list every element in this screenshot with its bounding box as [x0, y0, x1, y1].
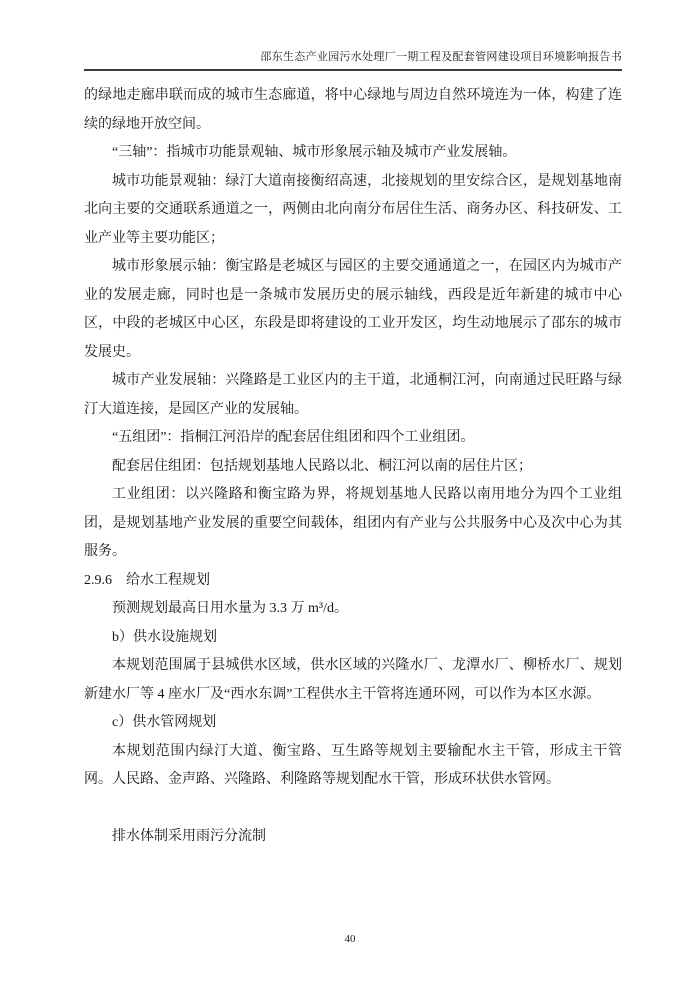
header-rule [84, 69, 622, 71]
section-heading-2-9-6 [84, 567, 622, 596]
paragraph: 城市产业发展轴：兴隆路是工业区内的主干道，北通桐江河，向南通过民旺路与绿汀大道连接，是园区产业的发展轴。 [84, 373, 622, 417]
section-heading-2-9-7 [84, 795, 622, 824]
paragraph-continuation: 的绿地走廊串联而成的城市生态廊道，将中心绿地与周边自然环境连为一体，构建了连续的绿地开放空间。 [84, 88, 622, 132]
list-item-a: 排水体制采用雨污分流制 [112, 829, 266, 844]
paragraph: 配套居住组团：包括规划基地人民路以北、桐江河以南的居住片区； [112, 458, 532, 474]
page-footer [0, 933, 700, 945]
list-item-c: 本规划范围内绿汀大道、衡宝路、互生路等规划主要输配水主干管，形成主干管网。人民路、金声路、兴隆路、利隆路等规划配水干管，形成环状供水管网。 [84, 743, 622, 787]
document-body [84, 82, 622, 852]
page-number: 40 [344, 933, 356, 945]
paragraph: 工业组团：以兴隆路和衡宝路为界，将规划基地人民路以南用地分为四个工业组团，是规划基地产业发展的重要空间载体，组团内有产业与公共服务中心及次中心为其服务。 [84, 487, 622, 559]
page-header [84, 48, 622, 71]
paragraph: “三轴”：指城市功能景观轴、城市形象展示轴及城市产业发展轴。 [112, 145, 517, 160]
paragraph: c）供水管网规划 [112, 715, 217, 730]
paragraph: “五组团”：指桐江河沿岸的配套居住组团和四个工业组团。 [112, 430, 475, 445]
section-number: 2.9.6 [84, 572, 112, 588]
header-title: 邵东生态产业园污水处理厂一期工程及配套管网建设项目环境影响报告书 [260, 51, 622, 63]
paragraph: 城市形象展示轴：衡宝路是老城区与园区的主要交通通道之一，在园区内为城市产业的发展走廊，同时也是一条城市发展历史的展示轴线，西段是近年新建的城市中心区，中段的老城区中心区，东段是即将建设的工业开发区，均生动地展示了邵东的城市发展史。 [84, 259, 622, 360]
list-item-a: 预测规划最高日用水量为 3.3 万 m³/d。 [112, 601, 348, 616]
paragraph: b）供水设施规划 [112, 629, 217, 645]
section-title: 给水工程规划 [126, 572, 210, 588]
list-item-b: 本规划范围属于县城供水区域，供水区域的兴隆水厂、龙潭水厂、柳桥水厂、规划新建水厂等 4 座水厂及“西水东调”工程供水主干管将连通环网，可以作为本区水源。 [84, 658, 622, 702]
paragraph: 城市功能景观轴：绿汀大道南接衡绍高速，北接规划的里安综合区，是规划基地南北向主要的交通联系通道之一，两侧由北向南分布居住生活、商务办区、科技研发、工业产业等主要功能区； [84, 173, 622, 246]
